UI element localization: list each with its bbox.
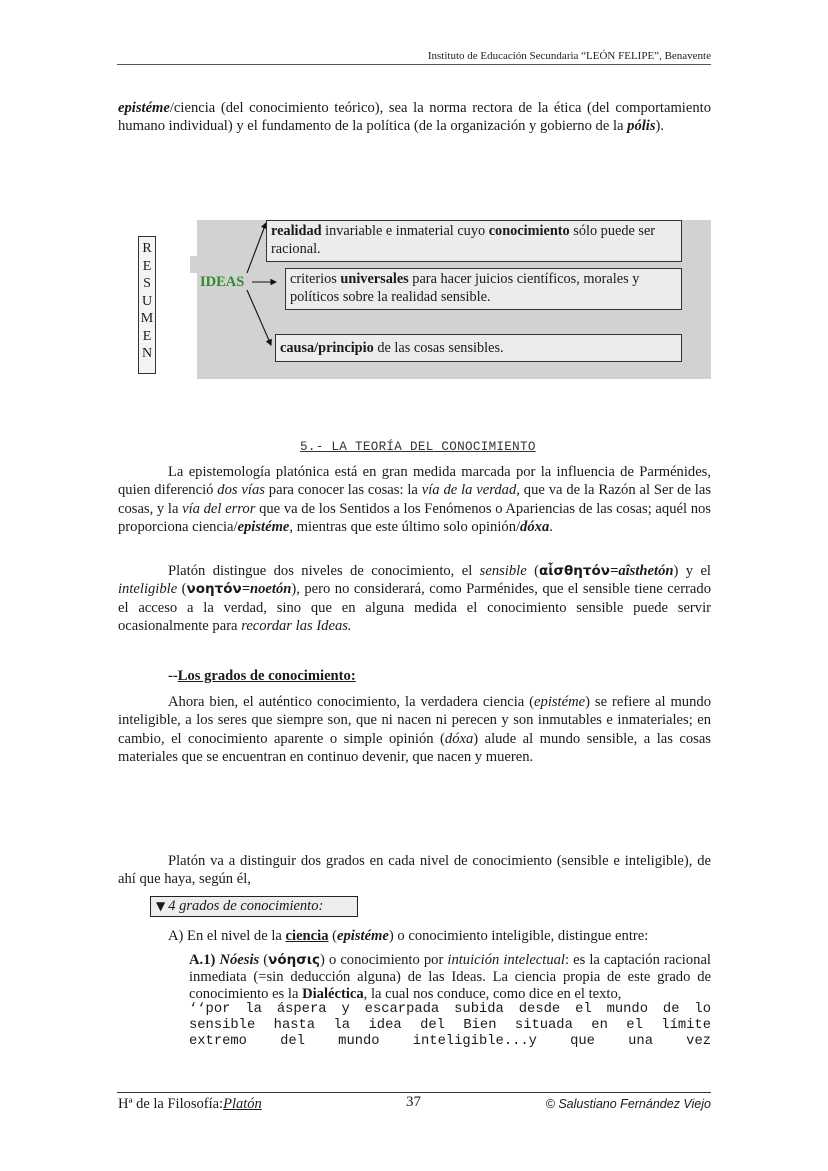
degrees-intro-paragraph: Platón va a distinguir dos grados en cada nivel de conocimiento (sensible e inteligible), de ahí que haya, según él, — [118, 853, 711, 888]
quote-line: ‘‘por la áspera y escarpada subida desde el mundo de lo — [189, 1002, 711, 1018]
term-ciencia: ciencia — [285, 928, 329, 944]
intro-text: /ciencia (del conocimiento teórico), sea la norma rectora de la ética (del comportamiento humano individual) y el fundamento de la política (de la organización y gobierno de la — [118, 100, 711, 135]
text: que va de los Sentidos a los Fenómenos o Apariencias de las cosas; aquél nos proporciona ciencia/ — [118, 500, 711, 536]
bold-term: causa/principio — [280, 340, 374, 356]
italic-term: dóxa — [444, 730, 474, 747]
term-doxa: dóxa — [520, 519, 550, 536]
italic-term: inteligible — [118, 581, 178, 598]
summary-diagram-tab — [190, 256, 200, 273]
greek-term: αἶσθητόν — [538, 563, 611, 579]
intro-end: ). — [655, 118, 665, 135]
text: para conocer las cosas: la — [264, 482, 422, 499]
box-text: para hacer juicios científicos, morales y políticos sobre la realidad sensible. — [290, 271, 640, 305]
box-label: 4 grados de conocimiento — [168, 898, 319, 914]
resumen-letter: S — [143, 276, 151, 291]
page-header-institution: Instituto de Educación Secundaria “LEÓN FELIPE”, Benavente — [427, 50, 711, 62]
term-noesis: Nóesis — [219, 952, 260, 968]
term-polis: pólis — [627, 118, 656, 135]
transliteration: =aîsthetón — [610, 563, 674, 579]
text: ), pero no considerará, como Parménides, que el sensible tiene cerrado el acceso a la verdad, sino que en alguna medida el conocimiento sensible puede servir ocasionalmente para — [118, 581, 711, 635]
quote-line: sensible hasta la idea del Bien situada en el límite — [189, 1017, 711, 1033]
four-degrees-box — [150, 896, 358, 917]
box-text: criterios — [290, 271, 341, 287]
text: , que va de la Razón al Ser de las cosas, y la — [118, 482, 712, 517]
levels-paragraph — [118, 562, 711, 636]
bold-term: universales — [340, 271, 409, 287]
quote-line: extremo del mundo inteligible...y que una vez — [189, 1033, 711, 1049]
resumen-letter: E — [142, 328, 152, 344]
resumen-vertical-label — [138, 236, 156, 374]
ideas-label: IDEAS — [200, 274, 245, 290]
footer-title: Platón — [223, 1096, 262, 1112]
greek-term: νοητόν — [186, 581, 242, 598]
text: ) se refiere al mundo inteligible, a los seres que siempre son, que ni nacen ni perecen y son inmutables e inmateriales; en cambio, el conocimiento aparente o simple opinión ( — [118, 694, 711, 747]
text: . — [549, 519, 553, 536]
term-dialectica: Dialéctica — [302, 985, 364, 1002]
italic-term: intuición intelectual — [447, 952, 565, 968]
heading-prefix: -- — [168, 668, 178, 684]
intro-paragraph — [118, 99, 711, 136]
text: A) En el nivel de la — [168, 928, 286, 944]
resumen-letter: M — [140, 311, 154, 326]
box-text: de las cosas sensibles. — [373, 340, 504, 356]
heading-text: Los grados de conocimiento: — [177, 668, 356, 684]
text: Platón distingue dos niveles de conocimiento, el — [168, 563, 480, 579]
noesis-paragraph — [189, 952, 711, 1049]
italic-term: vía de la verdad — [421, 482, 517, 499]
text: La epistemología platónica está en gran medida marcada por la influencia de Parménides, quien diferenció — [118, 464, 711, 499]
italic-term: sensible — [479, 563, 527, 579]
idea-box-cause — [275, 334, 682, 362]
text: ) o conocimiento inteligible, distingue entre: — [388, 928, 649, 944]
true-knowledge-paragraph — [118, 693, 711, 767]
italic-term: dos vías — [217, 482, 265, 499]
item-label: A.1) — [189, 952, 216, 968]
level-a-line — [168, 928, 648, 945]
text: ( — [259, 952, 269, 968]
bold-term: conocimiento — [488, 223, 570, 239]
footer-course-title — [118, 1096, 262, 1113]
box-text: sólo puede ser racional. — [271, 223, 656, 257]
text: ) o conocimiento por — [320, 952, 448, 968]
footer-divider — [117, 1092, 711, 1093]
text: ( — [526, 563, 539, 579]
text: Ahora bien, el auténtico conocimiento, la verdadera ciencia ( — [168, 694, 535, 710]
italic-term: epistéme — [534, 694, 586, 710]
box-colon: : — [318, 898, 324, 914]
resumen-letter: U — [141, 293, 153, 309]
triangle-down-icon: ▼ — [156, 899, 166, 913]
italic-term: vía del error — [182, 500, 256, 517]
text: : es la captación racional inmediata (=sin deducción alguna) de las Ideas. La ciencia propia de este grado de conocimiento es la — [189, 952, 711, 1002]
epistemology-paragraph — [118, 463, 711, 537]
header-divider — [117, 64, 711, 65]
idea-box-reality — [266, 220, 682, 262]
italic-term: recordar las Ideas. — [241, 618, 352, 635]
text: ( — [177, 581, 187, 598]
term-episteme: epistéme — [118, 100, 170, 116]
page-number: 37 — [406, 1094, 421, 1110]
greek-term: νόησις — [268, 952, 320, 968]
idea-box-criteria — [285, 268, 682, 310]
footer-author: © Salustiano Fernández Viejo — [545, 1097, 711, 1111]
transliteration: =noetón — [241, 581, 292, 598]
text: ) y el — [673, 563, 711, 579]
resumen-letter: R — [142, 241, 152, 256]
term-episteme: epistéme — [337, 928, 389, 944]
text: , mientras que este último solo opinión/ — [289, 519, 521, 536]
resumen-letter: N — [141, 346, 153, 361]
subsection-heading — [168, 668, 356, 685]
resumen-letter: E — [142, 258, 152, 274]
footer-prefix: Hª de la Filosofía: — [118, 1096, 224, 1112]
bold-term: realidad — [271, 223, 322, 239]
box-text: invariable e inmaterial cuyo — [321, 223, 489, 239]
text: ) alude al mundo sensible, a las cosas materiales que se encuentran en continuo devenir, que nacen y mueren. — [118, 730, 711, 766]
term-episteme: epistéme — [237, 519, 290, 536]
text: , la cual nos conduce, como dice en el texto, — [363, 985, 622, 1002]
section-title: 5.- LA TEORÍA DEL CONOCIMIENTO — [300, 440, 536, 454]
text: ( — [328, 928, 338, 944]
